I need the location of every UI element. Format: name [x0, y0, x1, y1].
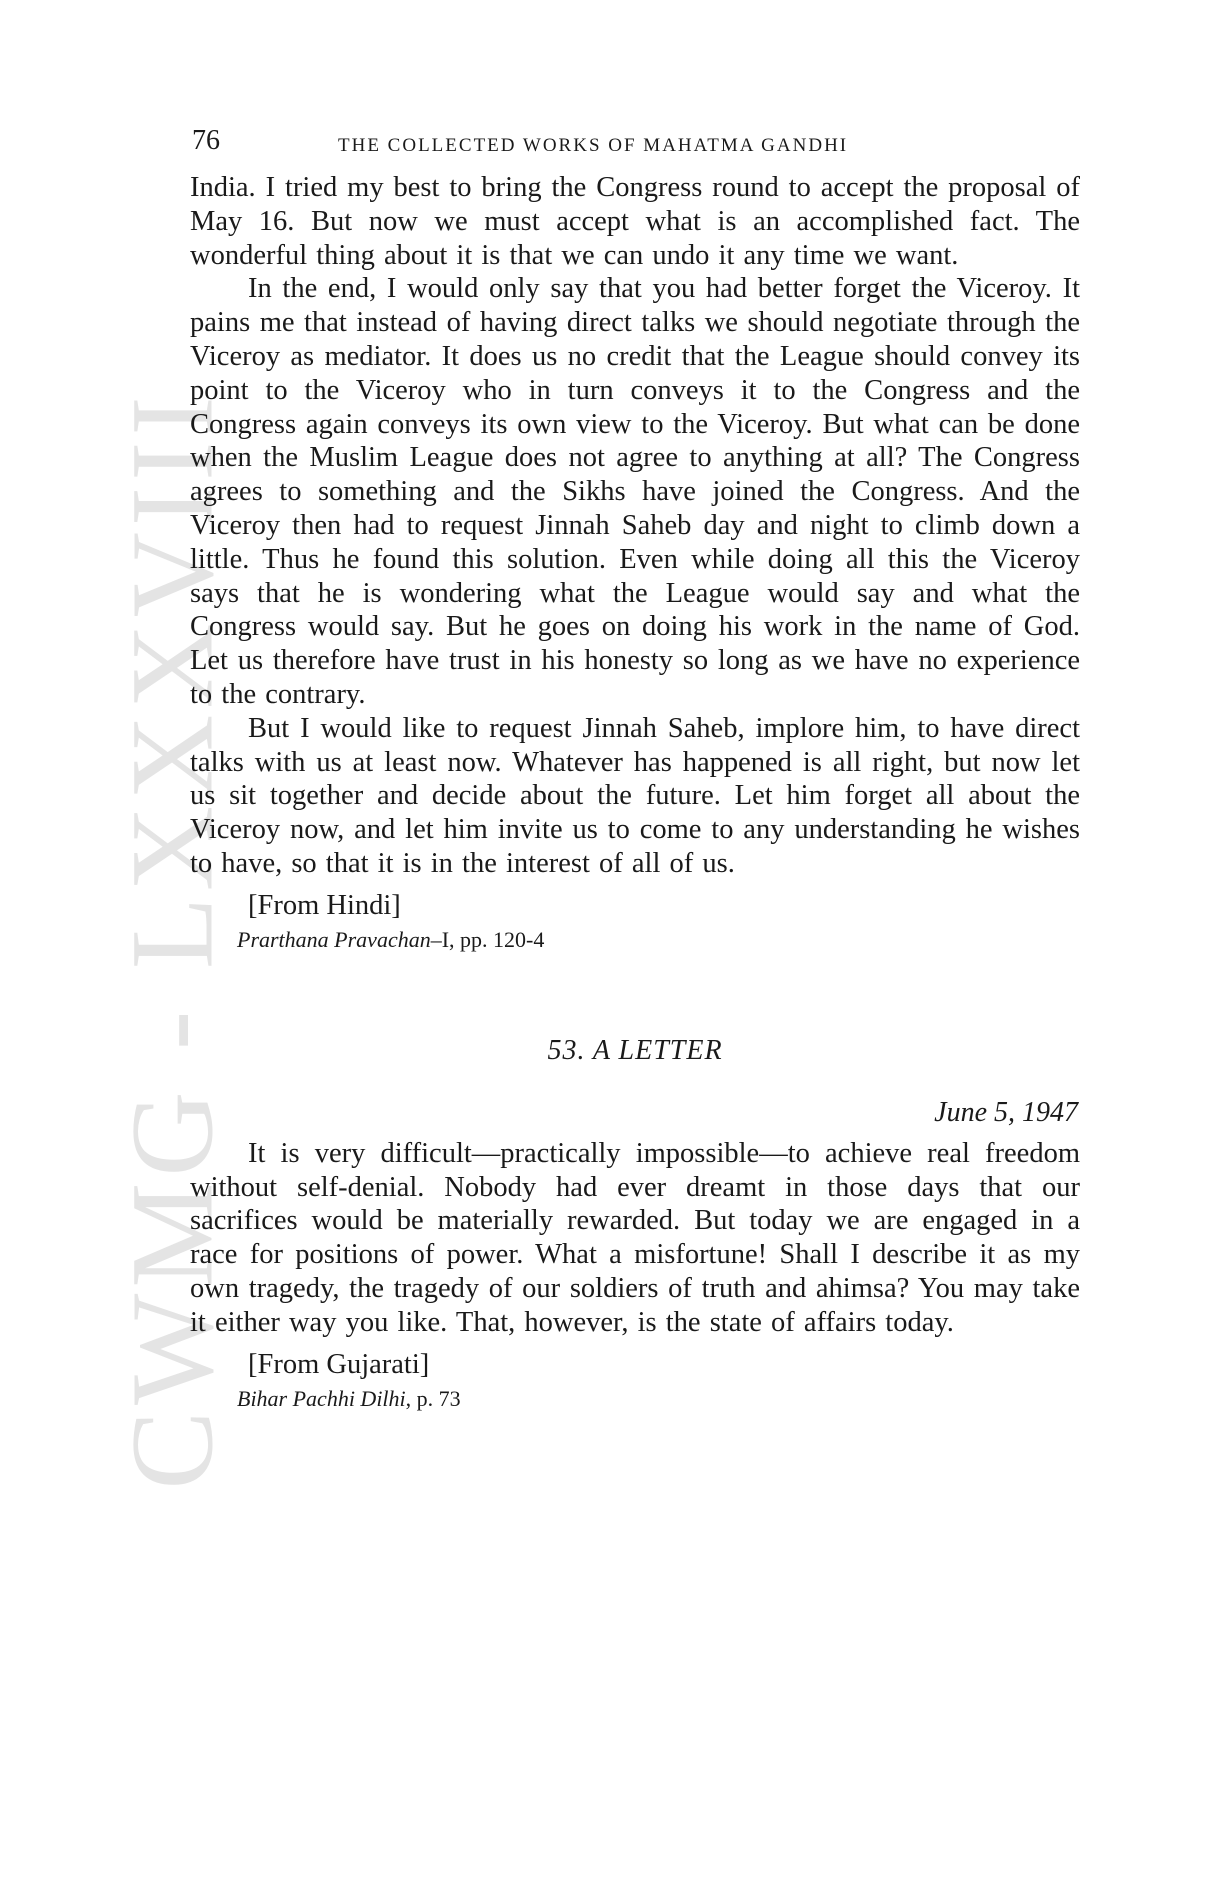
section-53-body [190, 1137, 1080, 1414]
running-head: THE COLLECTED WORKS OF MAHATMA GANDHI [338, 135, 849, 156]
paragraph: In the end, I would only say that you had better forget the Viceroy. It pains me that instead of having direct talks we should negotiate through the Viceroy as mediator. It does us no credit that the League should convey its point to the Viceroy who in turn conveys it to the Congress and the Congress again conveys its own view to the Viceroy. But what can be done when the Muslim League does not agree to anything at all? The Congress agrees to something and the Sikhs have joined the Congress. And the Viceroy then had to request Jinnah Saheb day and night to climb down a little. Thus he found this solution. Even while doing all this the Viceroy says that he is wondering what the League would say and what the Congress would say. But he goes on doing his work in the name of God. Let us therefore have trust in his honesty so long as we have no experience to the contrary. [190, 273, 1080, 710]
paragraph: But I would like to request Jinnah Saheb, implore him, to have direct talks with us at least now. Whatever has happened is all right, but now let us sit together and decide about the future. Let him forget all about the Viceroy now, and let him invite us to come to any understanding he wishes to have, so that it is in the interest of all of us. [190, 712, 1080, 879]
source-language: [From Gujarati] [248, 1348, 430, 1380]
source-pages: –I, pp. 120-4 [430, 926, 545, 952]
watermark-text: CWMG - LXXXVIII [107, 390, 238, 1490]
source-language: [From Hindi] [248, 889, 401, 921]
page [190, 125, 1080, 1414]
paragraph-continued: India. I tried my best to bring the Congress round to accept the proposal of May 16. But now we must accept what is an accomplished fact. The wonderful thing about it is that we can undo it any time we want. [190, 172, 1080, 271]
source-citation [237, 925, 1080, 955]
section-title: 53. A LETTER [547, 1034, 723, 1066]
source-title: Prarthana Pravachan [237, 926, 431, 952]
source-citation [237, 1384, 1080, 1414]
page-header [190, 125, 1080, 169]
section-52-body [190, 171, 1080, 955]
paragraph: It is very difficult—practically impossible—to achieve real freedom without self-denial. Nobody had ever dreamt in those days that our sacrifices would be materially rewarded. But today we are engaged in a race for positions of power. What a misfortune! Shall I describe it as my own tragedy, the tragedy of our soldiers of truth and ahimsa? You may take it either way you like. That, however, is the state of affairs today. [190, 1137, 1080, 1338]
source-pages: , p. 73 [405, 1385, 461, 1411]
page-number: 76 [192, 125, 220, 156]
source-title: Bihar Pachhi Dilhi [237, 1385, 406, 1411]
letter-date: June 5, 1947 [934, 1096, 1078, 1128]
